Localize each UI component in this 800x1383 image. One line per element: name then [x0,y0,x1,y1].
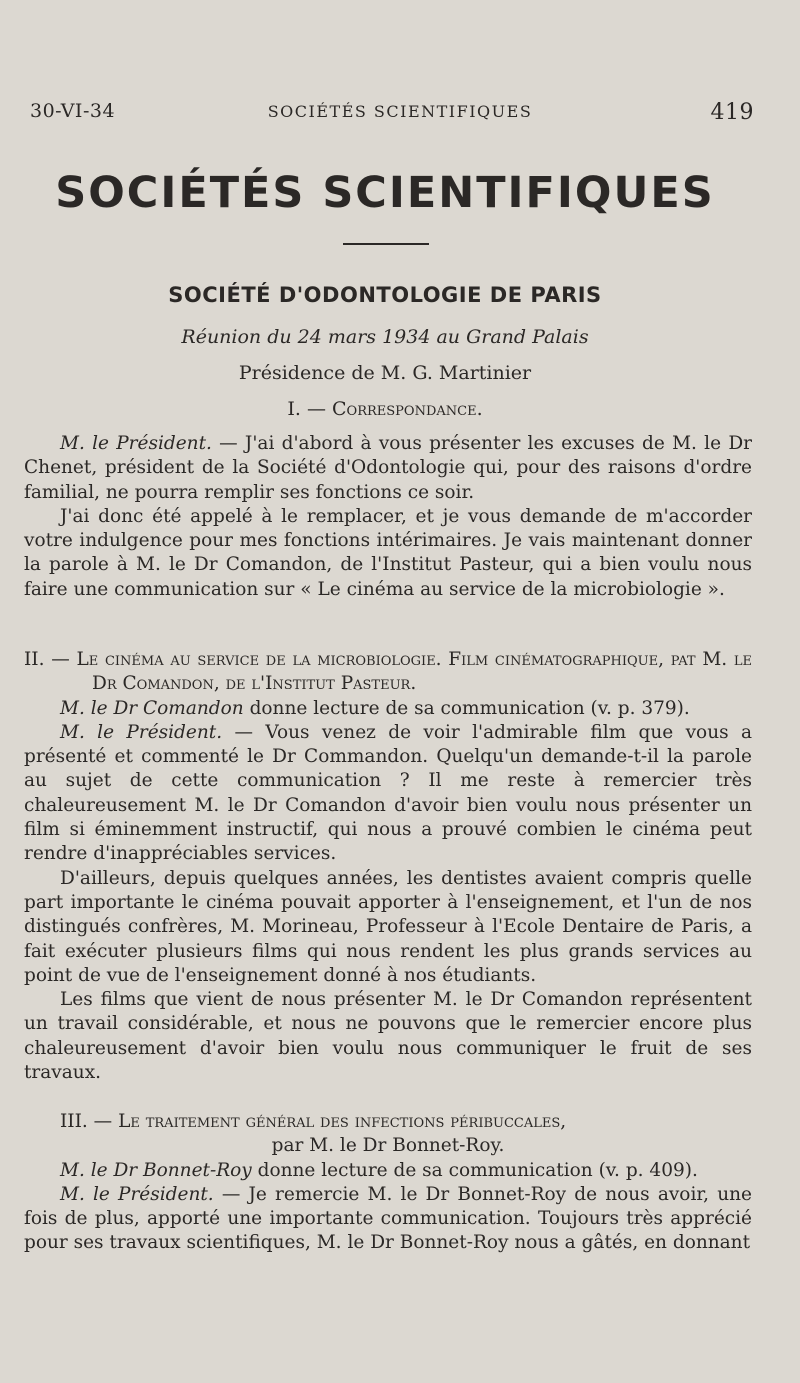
speaker: M. le Dr Bonnet-Roy [60,1159,252,1181]
paragraph: D'ailleurs, depuis quelques années, les dentistes avaient compris quelle part importante le cinéma pouvait apporter à l'enseignement, et l'un de nos distingués confrères, M. Morineau, Professeur à l'Ecole Dentaire de Paris, a fait exécuter plusieurs films qui nous rendent les plus grands services au point de vue de l'enseignement donné à nos étudiants. [24,867,752,986]
paragraph-text: — Vous venez de voir l'admirable film que vous a présenté et commenté le Dr Commandon. Quelqu'un demande-t-il la parole au sujet de cette communication ? Il me reste à remercier très chaleureusement M. le Dr Comandon d'avoir bien voulu nous présenter un film si éminemment instructif, qui nous a prouvé combien le cinéma peut rendre d'inappréciables services. [24,721,752,865]
body-section-2 [24,648,752,1085]
society-name: SOCIÉTÉ D'ODONTOLOGIE DE PARIS [168,283,602,307]
section-heading-3: III. — Le traitement général des infections péribuccales, [60,1111,567,1132]
paragraph [24,1183,752,1256]
body-section-3 [24,1110,752,1256]
title-rule [343,243,429,245]
page-title: SOCIÉTÉS SCIENTIFIQUES [55,168,715,218]
paragraph [24,1159,752,1183]
speaker: M. le Président. [60,433,212,454]
paragraph-text: donne lecture de sa communication (v. p. 379). [243,697,690,719]
page-number: 419 [710,100,754,125]
paragraph [24,697,752,721]
body-section-1 [24,432,752,602]
speaker: M. le Président. [60,1183,214,1205]
paragraph: Les films que vient de nous présenter M. le Dr Comandon représentent un travail considérable, et nous ne pouvons que le remercier encore plus chaleureusement d'avoir bien voulu nous communiquer le fruit de ses travaux. [24,989,752,1084]
section-heading-1: I. — Correspondance. [287,398,483,420]
header-date: 30-VI-34 [30,100,116,122]
speaker: M. le Dr Comandon [60,697,244,719]
paragraph: J'ai donc été appelé à le remplacer, et je vous demande de m'accorder votre indulgence pour mes fonctions intérimaires. Je vais maintenant donner la parole à M. le Dr Comandon, de l'Institut Pasteur, qui a bien voulu nous faire une communication sur « Le cinéma au service de la microbiologie ». [24,505,752,600]
presidence-line: Présidence de M. G. Martinier [238,362,532,384]
section-heading-2: II. — Le cinéma au service de la microbiologie. Film cinématographique, pat M. le Dr Comandon, de l'Institut Pasteur. [24,649,752,695]
paragraph [24,721,752,867]
paragraph-text: donne lecture de sa communication (v. p. 409). [251,1159,698,1181]
meeting-line: Réunion du 24 mars 1934 au Grand Palais [181,326,589,348]
speaker: M. le Président. [60,721,223,743]
running-head: SOCIÉTÉS SCIENTIFIQUES [267,102,533,121]
paragraph-text: — J'ai d'abord à vous présenter les excuses de M. le Dr Chenet, président de la Société d'Odontologie qui, pour des raisons d'ordre familial, ne pourra remplir ses fonctions ce soir. [24,433,752,503]
paragraph-text: — Je remercie M. le Dr Bonnet-Roy de nous avoir, une fois de plus, apporté une importante communication. Toujours très apprécié pour ses travaux scientifiques, M. le Dr Bonnet-Roy nous a gâtés, en donnant [24,1183,752,1254]
paragraph [24,432,752,505]
section-heading-3-author: par M. le Dr Bonnet-Roy. [271,1135,505,1157]
